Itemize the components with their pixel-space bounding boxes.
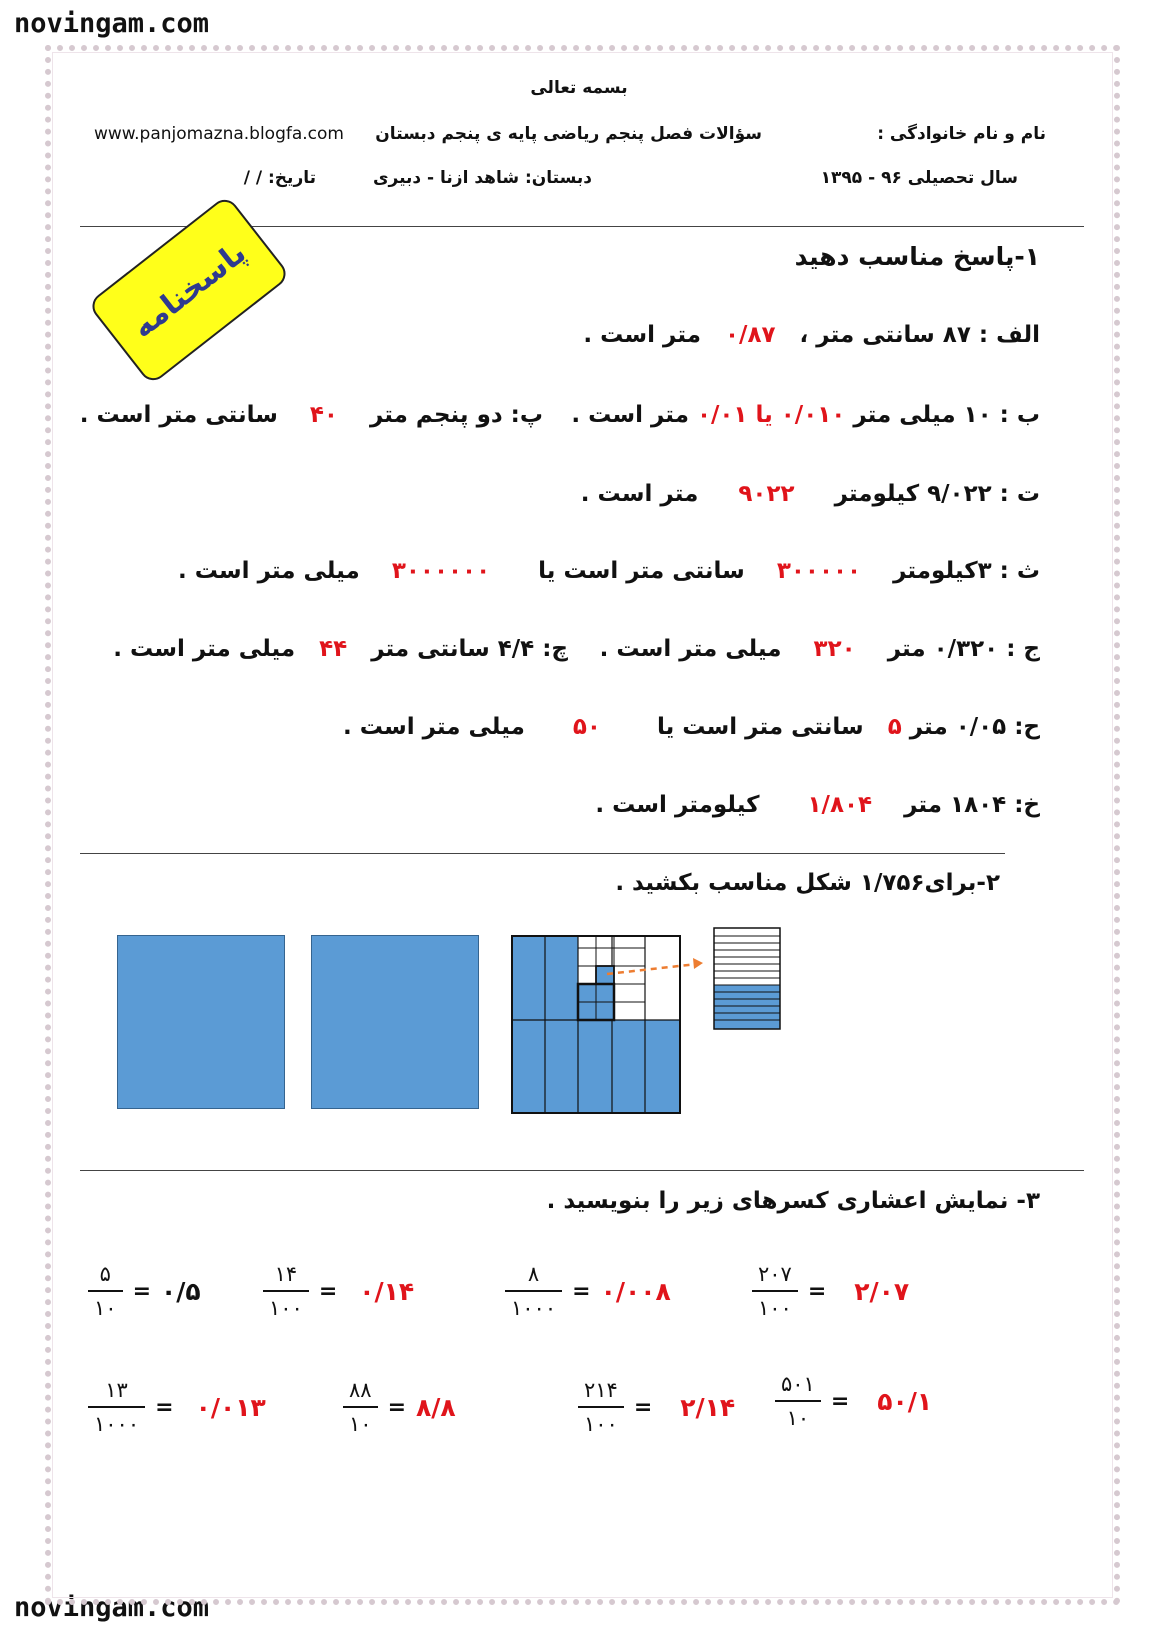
- q2-title: ۲-برای۱/۷۵۶ شکل مناسب بکشید .: [615, 870, 1000, 896]
- fraction-item: $\frac{۵۰۱}{۱۰}$ = ۵۰/۱: [775, 1372, 932, 1430]
- q1-item-he: ح: ۰/۰۵ متر ۵ سانتی متر است یا ۵۰ میلی متر است .: [342, 714, 1040, 740]
- q1-item-te: ت : ۹/۰۲۲ کیلومتر ۹۰۲۲ متر است .: [580, 481, 1040, 507]
- fraction-item: $\frac{۵}{۱۰}$ = ۰/۵: [88, 1262, 201, 1320]
- watermark-bottom: novingam.com: [14, 1592, 210, 1623]
- fraction-item: $\frac{۸۸}{۱۰}$ = ۸/۸: [343, 1378, 456, 1436]
- date-field: تاریخ: / /: [243, 168, 316, 188]
- answer-key-stamp: پاسخنامه: [87, 194, 291, 386]
- divider: [80, 1170, 1084, 1171]
- q1-item-se: ث : ۳کیلومتر ۳۰۰۰۰۰ سانتی متر است یا ۳۰۰۰۰۰۰ میلی متر است .: [177, 558, 1040, 584]
- q1-item-jim: ج : ۰/۳۲۰ متر ۳۲۰ میلی متر است .: [599, 636, 1040, 662]
- fraction-item: $\frac{۲۰۷}{۱۰۰}$ = ۲/۰۷: [752, 1262, 909, 1320]
- name-label: نام و نام خانوادگی :: [877, 124, 1046, 144]
- watermark-top: novingam.com: [14, 8, 210, 39]
- whole-square-2: [311, 935, 479, 1109]
- q1-item-alef: الف : ۸۷ سانتی متر ، ۰/۸۷ متر است .: [583, 322, 1040, 348]
- filled-tenths: [512, 1020, 680, 1113]
- fraction-item: $\frac{۲۱۴}{۱۰۰}$ = ۲/۱۴: [578, 1378, 735, 1436]
- school-name: دبستان: شاهد ازنا - دبیری: [372, 168, 592, 188]
- q1-item-be: ب : ۱۰ میلی متر ۰/۰۱۰ یا ۰/۰۱ متر است .: [571, 402, 1040, 428]
- decimal-grid-diagram: [505, 926, 805, 1122]
- exam-subject: سؤالات فصل پنجم ریاضی پایه ی پنجم دبستان: [375, 124, 762, 144]
- whole-square-1: [117, 935, 285, 1109]
- q3-title: ۳- نمایش اعشاری کسرهای زیر را بنویسید .: [546, 1188, 1040, 1214]
- q1-title: ۱-پاسخ مناسب دهید: [794, 242, 1040, 271]
- divider: [80, 853, 1005, 854]
- website: www.panjomazna.blogfa.com: [94, 124, 344, 144]
- fraction-item: $\frac{۱۴}{۱۰۰}$ = ۰/۱۴: [263, 1262, 414, 1320]
- school-year: سال تحصیلی ۹۶ - ۱۳۹۵: [820, 168, 1018, 188]
- fraction-item: $\frac{۸}{۱۰۰۰}$ = ۰/۰۰۸: [505, 1262, 671, 1320]
- fraction-item: $\frac{۱۳}{۱۰۰۰}$ = ۰/۰۱۳: [88, 1378, 266, 1436]
- basmala: بسمه تعالی: [530, 78, 628, 98]
- q1-item-pe: پ: دو پنجم متر ۴۰ سانتی متر است .: [79, 402, 543, 428]
- q1-item-khe: خ: ۱۸۰۴ متر ۱/۸۰۴ کیلومتر است .: [595, 792, 1040, 818]
- q1-item-che: چ: ۴/۴ سانتی متر ۴۴ میلی متر است .: [113, 636, 568, 662]
